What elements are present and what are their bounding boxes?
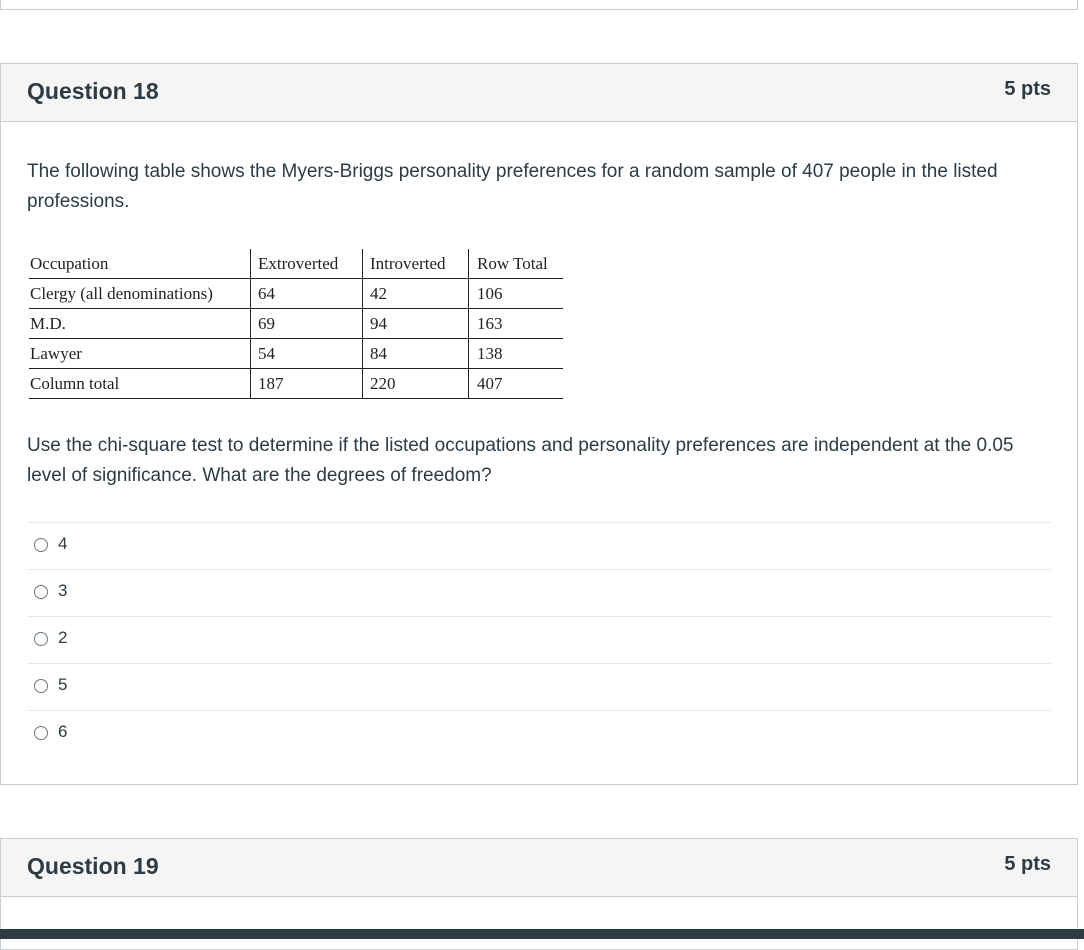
radio-button[interactable] — [34, 726, 48, 740]
question-points: 5 pts — [1004, 78, 1051, 100]
table-header-cell: Occupation — [29, 249, 251, 279]
table-cell: M.D. — [29, 309, 251, 339]
question-points: 5 pts — [1004, 853, 1051, 875]
table-cell: Column total — [29, 369, 251, 399]
table-header-cell: Introverted — [363, 249, 469, 279]
radio-button[interactable] — [34, 585, 48, 599]
table-cell: 187 — [251, 369, 363, 399]
table-header-cell: Row Total — [469, 249, 564, 279]
table-row — [29, 369, 563, 399]
answer-option[interactable] — [27, 616, 1051, 663]
table-cell: Lawyer — [29, 339, 251, 369]
bottom-toolbar — [0, 929, 1084, 939]
table-cell: 163 — [469, 309, 564, 339]
table-cell: 106 — [469, 279, 564, 309]
answer-label[interactable]: 4 — [58, 534, 68, 553]
question-intro-text: The following table shows the Myers-Briggs personality preferences for a random sample of 407 people in the listed professions. — [27, 161, 998, 212]
table-cell: 69 — [251, 309, 363, 339]
table-cell: Clergy (all denominations) — [29, 279, 251, 309]
question-prompt-text: Use the chi-square test to determine if the listed occupations and personality preferences are independent at the 0.05 level of significance. What are the degrees of freedom? — [27, 435, 1014, 486]
previous-question-card — [0, 0, 1078, 10]
question-header — [1, 839, 1077, 897]
radio-button[interactable] — [34, 632, 48, 646]
table-header-cell: Extroverted — [251, 249, 363, 279]
table-cell: 220 — [363, 369, 469, 399]
occupation-personality-table — [29, 249, 563, 399]
question-title: Question 19 — [27, 853, 159, 879]
answer-option[interactable] — [27, 522, 1051, 569]
table-cell: 54 — [251, 339, 363, 369]
table-cell: 138 — [469, 339, 564, 369]
table-cell: 407 — [469, 369, 564, 399]
table-cell: 42 — [363, 279, 469, 309]
question-title: Question 18 — [27, 78, 159, 104]
table-cell: 64 — [251, 279, 363, 309]
answer-label[interactable]: 2 — [58, 628, 68, 647]
answer-label[interactable]: 6 — [58, 722, 68, 741]
table-cell: 84 — [363, 339, 469, 369]
radio-button[interactable] — [34, 679, 48, 693]
answer-option[interactable] — [27, 569, 1051, 616]
answer-option[interactable] — [27, 663, 1051, 710]
question-header — [1, 64, 1077, 122]
table-cell: 94 — [363, 309, 469, 339]
answer-list — [27, 522, 1051, 757]
radio-button[interactable] — [34, 538, 48, 552]
table-row — [29, 279, 563, 309]
question-card-18 — [0, 63, 1078, 785]
table-header-row — [29, 249, 563, 279]
table-row — [29, 309, 563, 339]
answer-option[interactable] — [27, 710, 1051, 757]
answer-label[interactable]: 5 — [58, 675, 68, 694]
answer-label[interactable]: 3 — [58, 581, 68, 600]
table-row — [29, 339, 563, 369]
